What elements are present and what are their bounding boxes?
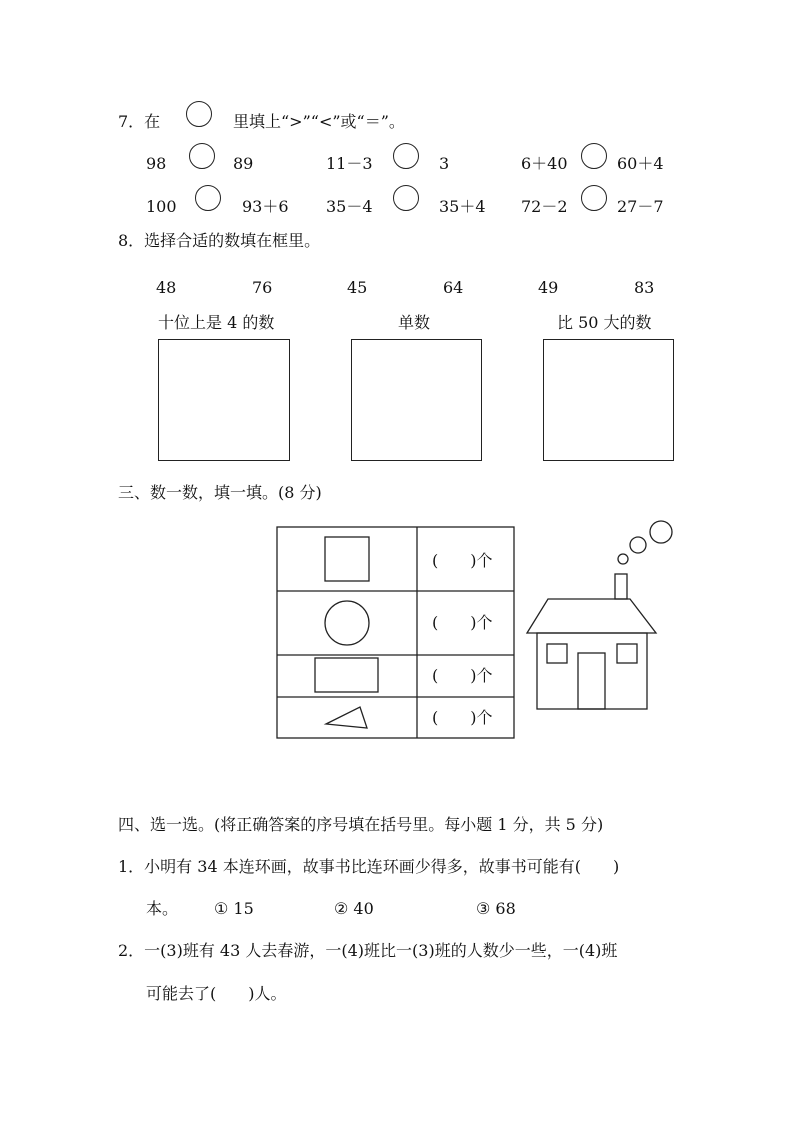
q7-left-operand: 6＋40 — [521, 154, 568, 173]
smoke-circle-medium — [630, 537, 646, 553]
q7-left-operand: 72－2 — [521, 197, 568, 216]
circle-shape — [325, 601, 369, 645]
rectangle-shape — [315, 658, 378, 692]
q7-instruction: 里填上“>”“<”或“＝”。 — [233, 112, 405, 131]
s4-q1-option-3[interactable]: ③ 68 — [476, 899, 516, 918]
count-answer-rectangle[interactable]: ( )个 — [432, 666, 493, 685]
q7-right-operand: 93＋6 — [242, 197, 289, 216]
house-door — [578, 653, 605, 709]
s4-q2-text: 2．一(3)班有 43 人去春游，一(4)班比一(3)班的人数少一些，一(4)班 — [118, 941, 618, 960]
q7-right-operand: 27－7 — [617, 197, 664, 216]
q8-title: 8．选择合适的数填在框里。 — [118, 231, 321, 250]
q8-number: 45 — [347, 278, 368, 297]
count-answer-circle[interactable]: ( )个 — [432, 613, 493, 632]
q7-left-operand: 35－4 — [326, 197, 373, 216]
q7-right-operand: 35＋4 — [439, 197, 486, 216]
count-answer-square[interactable]: ( )个 — [432, 551, 493, 570]
triangle-shape — [326, 707, 367, 728]
smoke-circle-small — [618, 554, 628, 564]
house-window-right — [617, 644, 637, 663]
s4-q1-option-1[interactable]: ① 15 — [214, 899, 254, 918]
s4-q1-text-cont: 本。 — [146, 899, 179, 918]
chimney — [615, 574, 627, 599]
roof-trapezoid — [527, 599, 656, 633]
s4-q1-text: 1．小明有 34 本连环画，故事书比连环画少得多，故事书可能有( ) — [118, 857, 620, 876]
section3-title: 三、数一数，填一填。(8 分) — [118, 483, 322, 502]
house-window-left — [547, 644, 567, 663]
q7-right-operand: 60＋4 — [617, 154, 664, 173]
smoke-circle-large — [650, 521, 672, 543]
q7-right-operand: 3 — [439, 154, 450, 173]
box-label-odd: 单数 — [398, 313, 431, 332]
q8-number: 48 — [156, 278, 177, 297]
count-answer-triangle[interactable]: ( )个 — [432, 708, 493, 727]
q7-right-operand: 89 — [233, 154, 254, 173]
q8-number: 49 — [538, 278, 559, 297]
q7-title: 7．在 — [118, 112, 161, 131]
square-shape — [325, 537, 369, 581]
q7-left-operand: 98 — [146, 154, 167, 173]
q7-left-operand: 11－3 — [326, 154, 373, 173]
q8-number: 83 — [634, 278, 655, 297]
box-label-tens-digit-4: 十位上是 4 的数 — [158, 313, 275, 332]
s4-q2-text-cont: 可能去了( )人。 — [146, 984, 287, 1003]
q7-left-operand: 100 — [146, 197, 177, 216]
s4-q1-option-2[interactable]: ② 40 — [334, 899, 374, 918]
section4-title: 四、选一选。(将正确答案的序号填在括号里。每小题 1 分，共 5 分) — [118, 815, 604, 834]
box-label-greater-50: 比 50 大的数 — [557, 313, 652, 332]
q8-number: 64 — [443, 278, 464, 297]
q8-number: 76 — [252, 278, 273, 297]
